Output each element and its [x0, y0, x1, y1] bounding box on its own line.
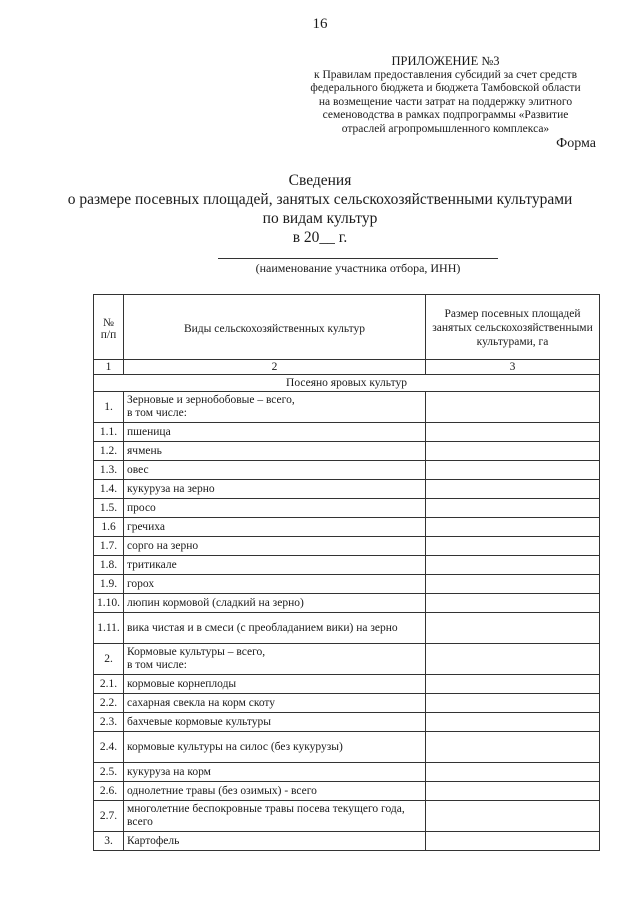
sown-area-cell[interactable] — [426, 675, 600, 694]
crop-name: сахарная свекла на корм скоту — [124, 694, 426, 713]
crop-name: вика чистая и в смеси (с преобладанием вики) на зерно — [124, 613, 426, 644]
crop-name: Кормовые культуры – всего, в том числе: — [124, 644, 426, 675]
row-number: 1. — [94, 392, 124, 423]
table-row — [94, 801, 600, 832]
sown-area-cell[interactable] — [426, 832, 600, 851]
table-row — [94, 782, 600, 801]
table-row — [94, 442, 600, 461]
row-number: 1.9. — [94, 575, 124, 594]
appendix-line: на возмещение части затрат на поддержку элитного — [318, 95, 573, 108]
participant-name-line — [218, 258, 498, 259]
table-row — [94, 537, 600, 556]
row-number: 1.10. — [94, 594, 124, 613]
sown-area-cell[interactable] — [426, 694, 600, 713]
row-number: 1.11. — [94, 613, 124, 644]
crop-name: кукуруза на зерно — [124, 480, 426, 499]
row-number: 1.3. — [94, 461, 124, 480]
table-row — [94, 594, 600, 613]
section-row — [94, 375, 600, 392]
table-row — [94, 461, 600, 480]
title-line: в 20__ г. — [292, 229, 348, 246]
row-number: 2.1. — [94, 675, 124, 694]
table-row — [94, 644, 600, 675]
column-number: 3 — [426, 360, 600, 375]
sown-area-cell[interactable] — [426, 575, 600, 594]
appendix-line: семеноводства в рамках подпрограммы «Развитие — [322, 109, 569, 122]
sown-area-cell[interactable] — [426, 537, 600, 556]
crop-name: ячмень — [124, 442, 426, 461]
crop-name: люпин кормовой (сладкий на зерно) — [124, 594, 426, 613]
sown-area-cell[interactable] — [426, 801, 600, 832]
row-number: 1.6 — [94, 518, 124, 537]
row-number: 2.2. — [94, 694, 124, 713]
crop-name: кормовые корнеплоды — [124, 675, 426, 694]
sown-area-cell[interactable] — [426, 423, 600, 442]
form-label: Форма — [556, 136, 596, 151]
row-number: 1.2. — [94, 442, 124, 461]
row-number: 2.6. — [94, 782, 124, 801]
row-number: 2.3. — [94, 713, 124, 732]
page-number: 16 — [312, 16, 328, 32]
table-row — [94, 518, 600, 537]
crop-name: многолетние беспокровные травы посева текущего года, всего — [124, 801, 426, 832]
table-row — [94, 392, 600, 423]
sown-area-cell[interactable] — [426, 713, 600, 732]
appendix-line: федерального бюджета и бюджета Тамбовской области — [310, 82, 581, 95]
header-crop-type: Виды сельскохозяйственных культур — [124, 295, 426, 360]
header-sown-area: Размер посевных площадей занятых сельскохозяйственными культурами, га — [426, 295, 600, 360]
column-number-row — [94, 360, 600, 375]
sown-area-cell[interactable] — [426, 518, 600, 537]
crop-name: тритикале — [124, 556, 426, 575]
row-number: 2.4. — [94, 732, 124, 763]
crop-name: Картофель — [124, 832, 426, 851]
sown-area-cell[interactable] — [426, 442, 600, 461]
table-row — [94, 556, 600, 575]
sown-area-cell[interactable] — [426, 732, 600, 763]
appendix-heading: ПРИЛОЖЕНИЕ №3 — [391, 54, 500, 68]
section-title: Посеяно яровых культур — [94, 375, 600, 392]
row-number: 1.7. — [94, 537, 124, 556]
row-number: 3. — [94, 832, 124, 851]
participant-name-caption: (наименование участника отбора, ИНН) — [255, 261, 461, 275]
sown-area-cell[interactable] — [426, 499, 600, 518]
sown-area-cell[interactable] — [426, 480, 600, 499]
sown-area-cell[interactable] — [426, 613, 600, 644]
crop-name: сорго на зерно — [124, 537, 426, 556]
crop-name: однолетние травы (без озимых) - всего — [124, 782, 426, 801]
appendix-line: к Правилам предоставления субсидий за счет средств — [313, 69, 577, 81]
table-row — [94, 713, 600, 732]
sown-area-cell[interactable] — [426, 594, 600, 613]
title-line: о размере посевных площадей, занятых сельскохозяйственными культурами — [67, 191, 573, 208]
column-number: 1 — [94, 360, 124, 375]
table-row — [94, 763, 600, 782]
crop-name: просо — [124, 499, 426, 518]
title-line: Сведения — [288, 172, 352, 189]
appendix-line: отраслей агропромышленного комплекса» — [341, 122, 550, 135]
appendix-block — [283, 53, 608, 136]
crop-name: кормовые культуры на силос (без кукурузы) — [124, 732, 426, 763]
sown-area-cell[interactable] — [426, 556, 600, 575]
row-number: 1.5. — [94, 499, 124, 518]
row-number: 1.4. — [94, 480, 124, 499]
row-number: 2. — [94, 644, 124, 675]
header-number: № п/п — [94, 295, 124, 360]
crop-name: гречиха — [124, 518, 426, 537]
sown-area-cell[interactable] — [426, 763, 600, 782]
table-row — [94, 694, 600, 713]
row-number: 2.7. — [94, 801, 124, 832]
crop-name: горох — [124, 575, 426, 594]
title-line: по видам культур — [262, 210, 378, 227]
table-row — [94, 575, 600, 594]
column-number: 2 — [124, 360, 426, 375]
row-number: 1.1. — [94, 423, 124, 442]
crop-area-table — [93, 294, 600, 851]
sown-area-cell[interactable] — [426, 782, 600, 801]
document-title — [0, 171, 640, 247]
table-row — [94, 423, 600, 442]
table-row — [94, 732, 600, 763]
sown-area-cell[interactable] — [426, 461, 600, 480]
crop-name: кукуруза на корм — [124, 763, 426, 782]
crop-name: овес — [124, 461, 426, 480]
crop-name: пшеница — [124, 423, 426, 442]
row-number: 2.5. — [94, 763, 124, 782]
crop-name: бахчевые кормовые культуры — [124, 713, 426, 732]
sown-area-cell[interactable] — [426, 644, 600, 675]
sown-area-cell[interactable] — [426, 392, 600, 423]
table-row — [94, 832, 600, 851]
table-row — [94, 499, 600, 518]
table-header-row — [94, 295, 600, 360]
crop-name: Зерновые и зернобобовые – всего, в том числе: — [124, 392, 426, 423]
row-number: 1.8. — [94, 556, 124, 575]
table-row — [94, 675, 600, 694]
table-row — [94, 480, 600, 499]
table-row — [94, 613, 600, 644]
